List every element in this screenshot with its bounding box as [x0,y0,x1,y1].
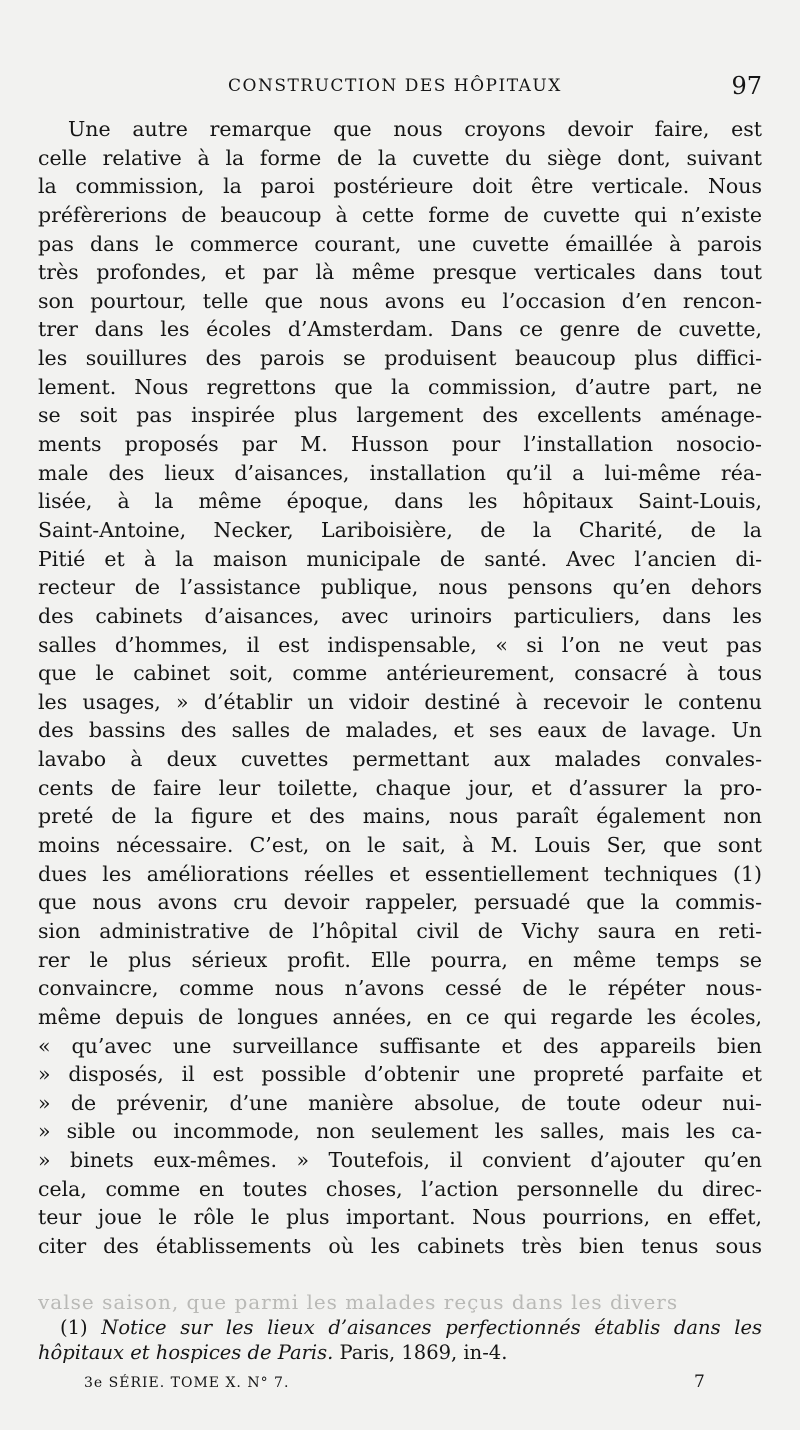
text-line: » disposés, il est possible d’obtenir une propreté parfaite et [38,1062,762,1087]
running-head [38,72,762,102]
text-line: que nous avons cru devoir rappeler, persuadé que la commis- [38,890,762,915]
text-line: » binets eux-mêmes. » Toutefois, il convient d’ajouter qu’en [38,1148,762,1173]
footnote-line [38,1340,762,1365]
text-line: » sible ou incommode, non seulement les salles, mais les ca- [38,1119,762,1144]
text-line: lement. Nous regrettons que la commission, d’autre part, ne [38,374,762,399]
text-line: lavabo à deux cuvettes permettant aux malades convales- [38,747,762,772]
text-line: citer des établissements où les cabinets très bien tenus sous [38,1233,762,1258]
text-line: » de prévenir, d’une manière absolue, de toute odeur nui- [38,1090,762,1115]
text-line: rer le plus sérieux profit. Elle pourra, en même temps se [38,947,762,972]
text-line: les souillures des parois se produisent beaucoup plus diffici- [38,346,762,371]
text-line: teur joue le rôle le plus important. Nous pourrions, en effet, [38,1205,762,1230]
text-line: cents de faire leur toilette, chaque jour, et d’assurer la pro- [38,775,762,800]
text-line: Saint-Antoine, Necker, Lariboisière, de la Charité, de la [38,517,762,542]
body-text [38,115,762,1261]
text-line: ments proposés par M. Husson pour l’installation nosocio- [38,432,762,457]
running-title: CONSTRUCTION DES HÔPITAUX [228,76,562,96]
text-line: la commission, la paroi postérieure doit être verticale. Nous [38,174,762,199]
text-line: préfèrerions de beaucoup à cette forme de cuvette qui n’existe [38,202,762,227]
text-line: preté de la figure et des mains, nous paraît également non [38,804,762,829]
text-line: celle relative à la forme de la cuvette du siège dont, suivant [38,145,762,170]
footnote-title-part2: hôpitaux et hospices de Paris. [38,1341,334,1364]
footnote [38,1315,762,1365]
text-line: les usages, » d’établir un vidoir destiné à recevoir le contenu [38,689,762,714]
text-line: que le cabinet soit, comme antérieurement, consacré à tous [38,661,762,686]
text-line: sion administrative de l’hôpital civil de Vichy saura en reti- [38,918,762,943]
text-line: se soit pas inspirée plus largement des excellents aménage- [38,403,762,428]
text-line: Pitié et à la maison municipale de santé. Avec l’ancien di- [38,546,762,571]
printer-signature: 3e SÉRIE. TOME X. N° 7. [84,1375,290,1391]
text-line: trer dans les écoles d’Amsterdam. Dans ce genre de cuvette, [38,317,762,342]
footnote-title-part1: Notice sur les lieux d’aisances perfectionnés établis dans les [101,1316,763,1339]
text-line: moins nécessaire. C’est, on le sait, à M. Louis Ser, que sont [38,833,762,858]
text-line: dues les améliorations réelles et essentiellement techniques (1) [38,861,762,886]
text-line: son pourtour, telle que nous avons eu l’occasion d’en rencon- [38,288,762,313]
footnote-line [38,1315,762,1340]
text-line: cela, comme en toutes choses, l’action personnelle du direc- [38,1176,762,1201]
text-line: des bassins des salles de malades, et ses eaux de lavage. Un [38,718,762,743]
footnote-citation: Paris, 1869, in-4. [333,1341,508,1364]
footnote-marker: (1) [60,1316,88,1339]
text-line: pas dans le commerce courant, une cuvette émaillée à parois [38,231,762,256]
bleed-through-text: valse saison, que parmi les malades reçus dans les divers [38,1290,679,1314]
text-line: lisée, à la même époque, dans les hôpitaux Saint-Louis, [38,489,762,514]
text-line: salles d’hommes, il est indispensable, « si l’on ne veut pas [38,632,762,657]
page-number: 97 [731,72,762,100]
text-line: très profondes, et par là même presque verticales dans tout [38,260,762,285]
text-line: convaincre, comme nous n’avons cessé de le répéter nous- [38,976,762,1001]
text-line: des cabinets d’aisances, avec urinoirs particuliers, dans les [38,603,762,628]
text-line: Une autre remarque que nous croyons devoir faire, est [68,117,762,141]
text-line: même depuis de longues années, en ce qui regarde les écoles, [38,1004,762,1029]
text-line: male des lieux d’aisances, installation qu’il a lui-même réa- [38,460,762,485]
signature-number: 7 [694,1372,705,1392]
text-line: « qu’avec une surveillance suffisante et des appareils bien [38,1033,762,1058]
text-line: recteur de l’assistance publique, nous pensons qu’en dehors [38,575,762,600]
